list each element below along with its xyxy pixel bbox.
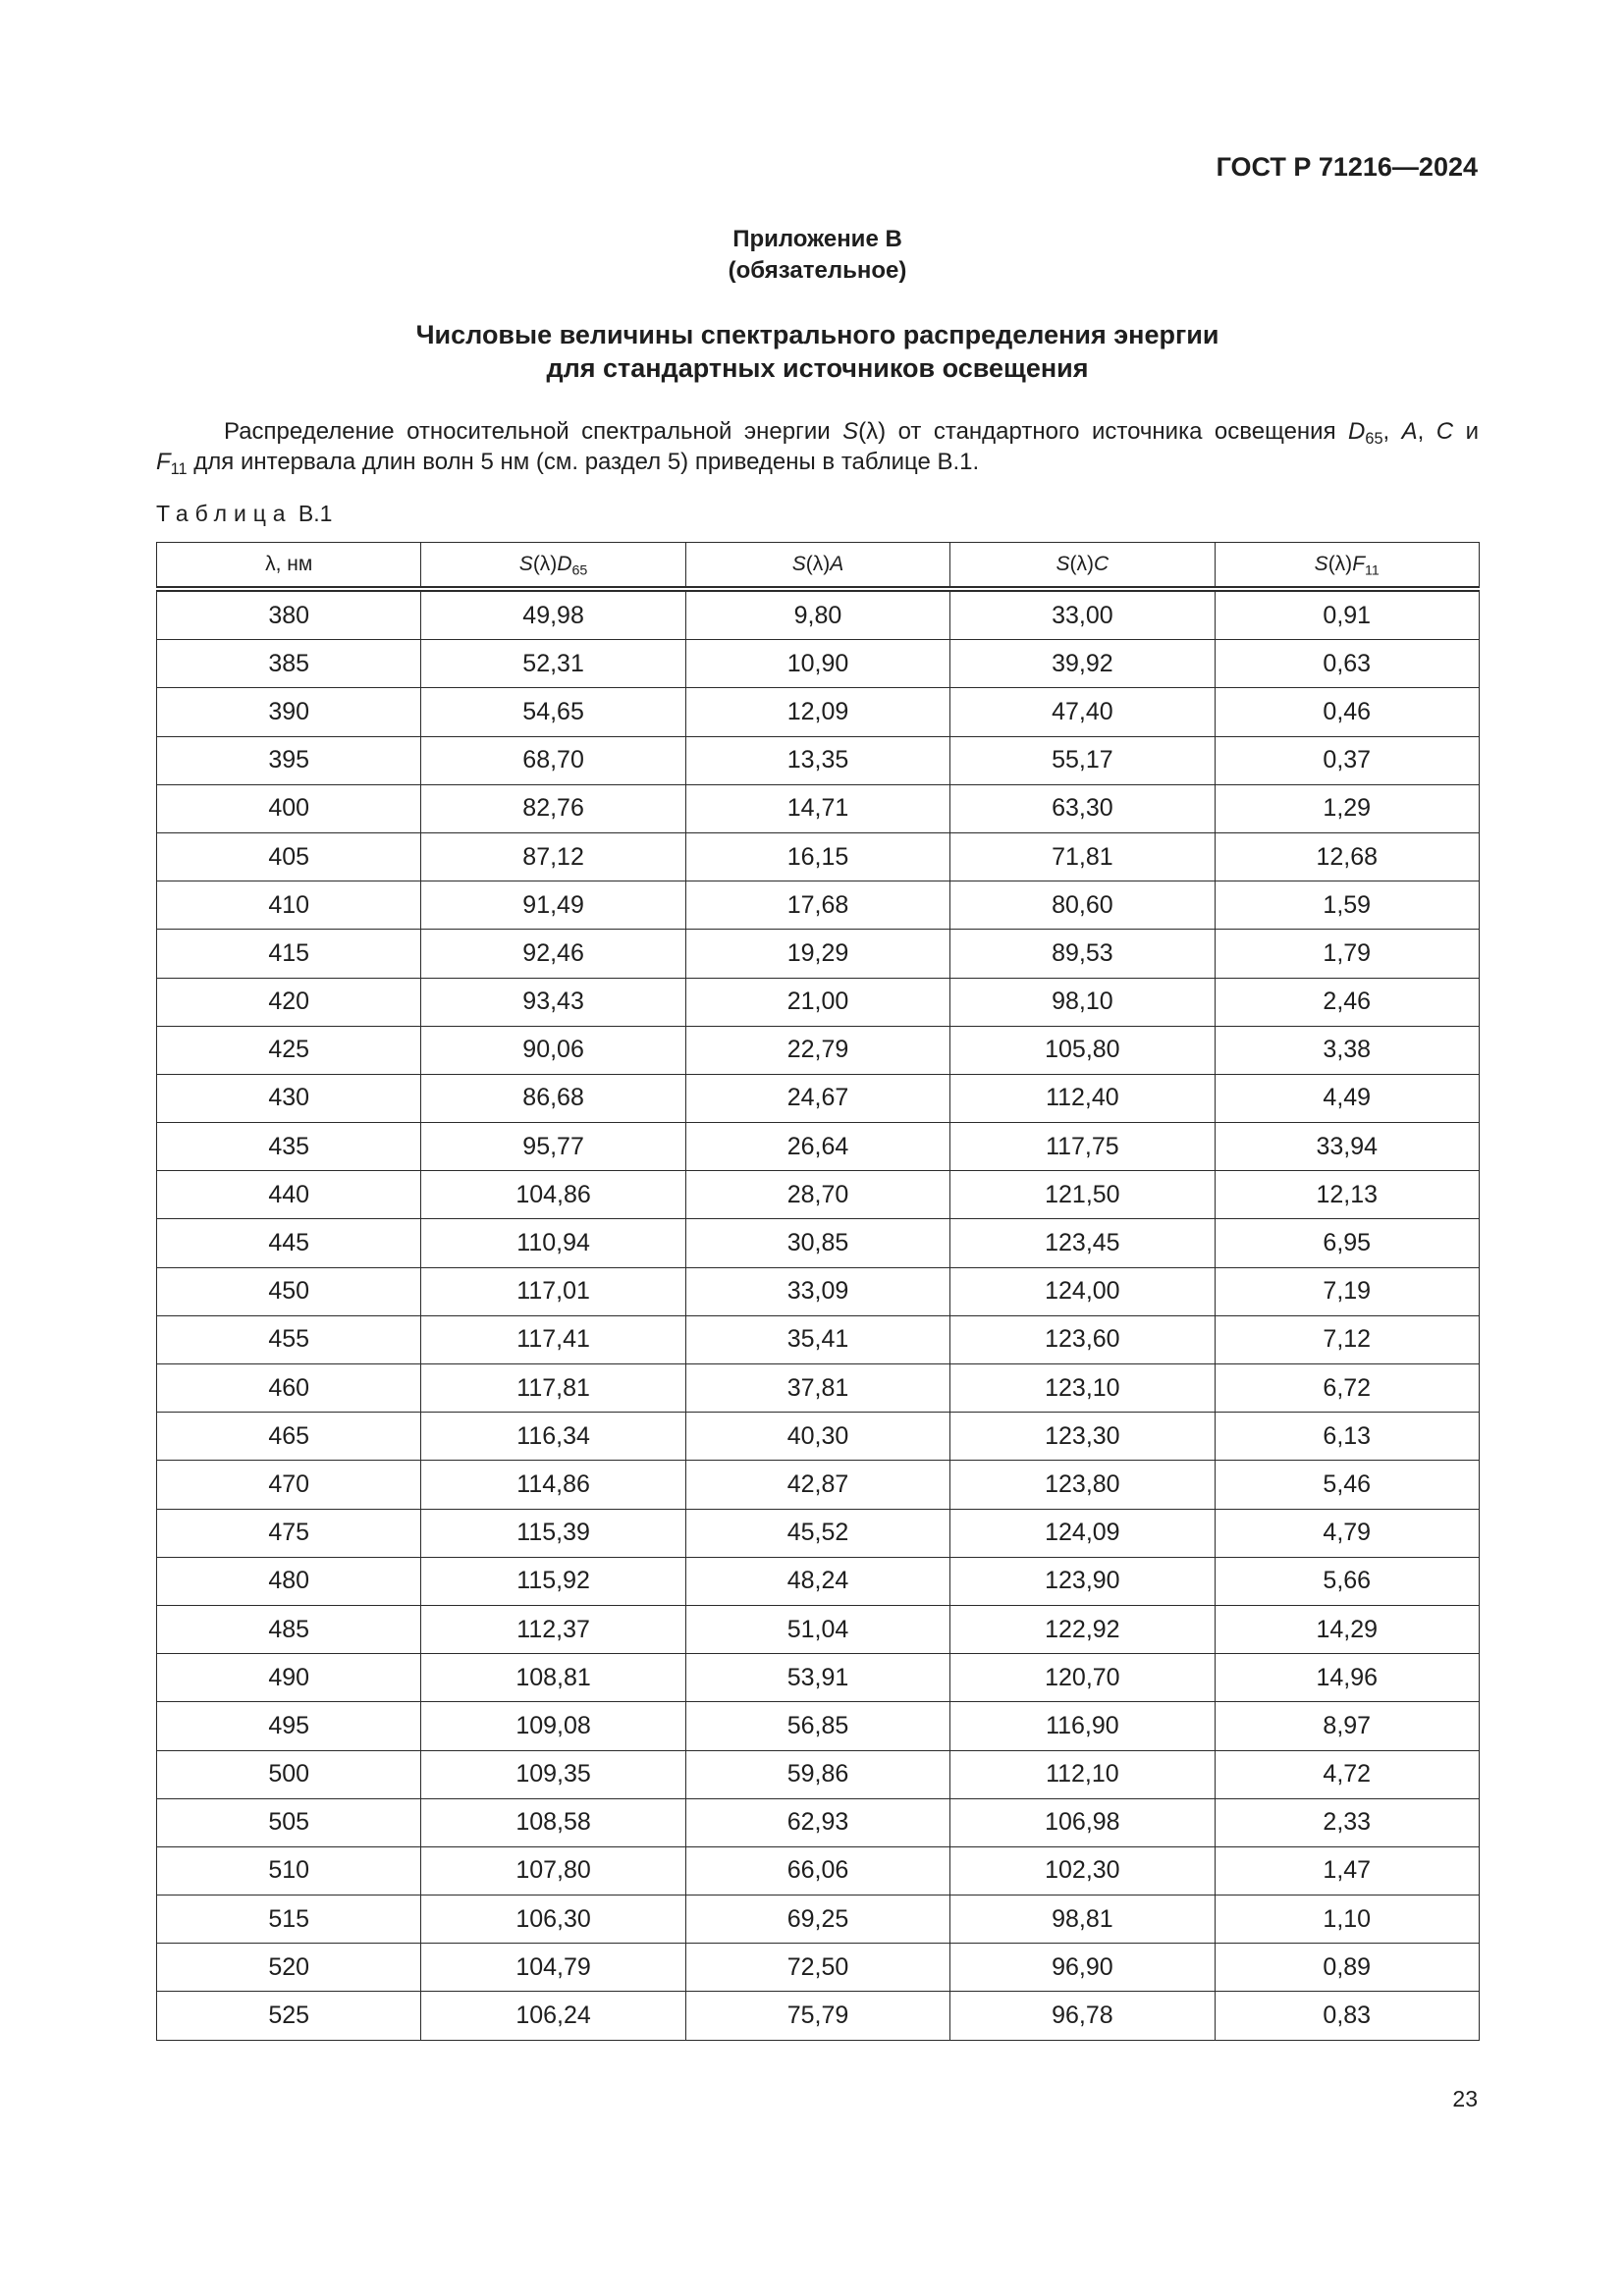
table-cell: 420 <box>157 978 421 1026</box>
table-cell: 395 <box>157 736 421 784</box>
italic-symbol: S <box>791 553 806 575</box>
table-row <box>157 1896 1480 1944</box>
table-cell: 22,79 <box>685 1026 949 1074</box>
table-cell: 525 <box>157 1992 421 2040</box>
italic-symbol: S <box>842 418 859 445</box>
text-segment: (λ) <box>1327 553 1353 575</box>
table-cell: 385 <box>157 640 421 688</box>
italic-symbol: S <box>518 553 533 575</box>
paragraph-line <box>156 416 1479 447</box>
table-cell: 124,00 <box>950 1267 1215 1315</box>
table-caption <box>156 498 332 529</box>
table-cell: 8,97 <box>1215 1702 1479 1750</box>
table-row <box>157 832 1480 881</box>
table-cell: 55,17 <box>950 736 1215 784</box>
table-cell: 7,19 <box>1215 1267 1479 1315</box>
table-cell: 82,76 <box>421 784 685 832</box>
table-row <box>157 881 1480 930</box>
column-header-d65 <box>421 543 685 590</box>
table-cell: 117,75 <box>950 1123 1215 1171</box>
table-row <box>157 1315 1480 1363</box>
table-row <box>157 1413 1480 1461</box>
table-row <box>157 1702 1480 1750</box>
table-cell: 28,70 <box>685 1171 949 1219</box>
table-cell: 465 <box>157 1413 421 1461</box>
table-cell: 26,64 <box>685 1123 949 1171</box>
table-cell: 104,79 <box>421 1944 685 1992</box>
table-cell: 115,92 <box>421 1557 685 1605</box>
table-cell: 123,60 <box>950 1315 1215 1363</box>
table-row <box>157 1074 1480 1122</box>
table-cell: 400 <box>157 784 421 832</box>
table-row <box>157 1944 1480 1992</box>
italic-symbol: S <box>1314 553 1328 575</box>
table-cell: 1,79 <box>1215 930 1479 978</box>
table-cell: 33,09 <box>685 1267 949 1315</box>
table-cell: 4,72 <box>1215 1750 1479 1798</box>
table-cell: 109,35 <box>421 1750 685 1798</box>
table-cell: 123,45 <box>950 1219 1215 1267</box>
column-header-wavelength <box>157 543 421 590</box>
appendix-header <box>156 224 1479 287</box>
table-cell: 56,85 <box>685 1702 949 1750</box>
table-body <box>157 589 1480 2040</box>
table-cell: 98,81 <box>950 1896 1215 1944</box>
table-cell: 102,30 <box>950 1846 1215 1895</box>
table-cell: 5,66 <box>1215 1557 1479 1605</box>
table-cell: 9,80 <box>685 589 949 640</box>
table-cell: 21,00 <box>685 978 949 1026</box>
table-cell: 120,70 <box>950 1654 1215 1702</box>
text-segment: для интервала длин волн 5 нм (см. раздел 5) приведены в таблице В.1. <box>187 449 980 475</box>
table-cell: 480 <box>157 1557 421 1605</box>
table-cell: 39,92 <box>950 640 1215 688</box>
table-cell: 42,87 <box>685 1461 949 1509</box>
table-cell: 104,86 <box>421 1171 685 1219</box>
table-cell: 1,10 <box>1215 1896 1479 1944</box>
table-cell: 116,90 <box>950 1702 1215 1750</box>
table-cell: 30,85 <box>685 1219 949 1267</box>
table-cell: 105,80 <box>950 1026 1215 1074</box>
section-heading-line: Числовые величины спектрального распределения энергии <box>415 320 1219 349</box>
table-cell: 71,81 <box>950 832 1215 881</box>
table-cell: 0,46 <box>1215 688 1479 736</box>
table-cell: 96,90 <box>950 1944 1215 1992</box>
italic-symbol: F <box>156 449 171 475</box>
table-cell: 490 <box>157 1654 421 1702</box>
table-header-row <box>157 543 1480 590</box>
table-cell: 110,94 <box>421 1219 685 1267</box>
table-row <box>157 1461 1480 1509</box>
table-cell: 40,30 <box>685 1413 949 1461</box>
table-cell: 0,37 <box>1215 736 1479 784</box>
page-number: 23 <box>1452 2086 1478 2111</box>
table-cell: 390 <box>157 688 421 736</box>
table-head <box>157 543 1480 590</box>
table-cell: 80,60 <box>950 881 1215 930</box>
text-segment: (λ) от стандартного источника освещения <box>858 418 1349 445</box>
table-cell: 121,50 <box>950 1171 1215 1219</box>
table-cell: 108,81 <box>421 1654 685 1702</box>
table-cell: 33,00 <box>950 589 1215 640</box>
table-cell: 415 <box>157 930 421 978</box>
table-cell: 48,24 <box>685 1557 949 1605</box>
column-header-f11 <box>1215 543 1479 590</box>
table-cell: 62,93 <box>685 1798 949 1846</box>
table-cell: 86,68 <box>421 1074 685 1122</box>
table-cell: 435 <box>157 1123 421 1171</box>
italic-symbol: D <box>1348 418 1366 445</box>
table-cell: 45,52 <box>685 1509 949 1557</box>
table-cell: 500 <box>157 1750 421 1798</box>
table-cell: 87,12 <box>421 832 685 881</box>
table-cell: 116,34 <box>421 1413 685 1461</box>
table-cell: 450 <box>157 1267 421 1315</box>
table-cell: 4,79 <box>1215 1509 1479 1557</box>
table-row <box>157 640 1480 688</box>
intro-paragraph <box>156 416 1479 477</box>
table-cell: 96,78 <box>950 1992 1215 2040</box>
table-cell: 1,29 <box>1215 784 1479 832</box>
table-cell: 115,39 <box>421 1509 685 1557</box>
table-row <box>157 1123 1480 1171</box>
paragraph-line <box>156 447 1479 477</box>
table-row <box>157 1026 1480 1074</box>
column-header-c <box>950 543 1215 590</box>
table-cell: 10,90 <box>685 640 949 688</box>
table-cell: 495 <box>157 1702 421 1750</box>
table-cell: 5,46 <box>1215 1461 1479 1509</box>
table-cell: 123,30 <box>950 1413 1215 1461</box>
table-cell: 123,80 <box>950 1461 1215 1509</box>
table-cell: 440 <box>157 1171 421 1219</box>
table-cell: 1,59 <box>1215 881 1479 930</box>
table-cell: 98,10 <box>950 978 1215 1026</box>
table-caption-label: Таблица <box>156 501 293 526</box>
table-cell: 90,06 <box>421 1026 685 1074</box>
table-row <box>157 784 1480 832</box>
table-row <box>157 736 1480 784</box>
table-cell: 112,40 <box>950 1074 1215 1122</box>
table-cell: 49,98 <box>421 589 685 640</box>
table-cell: 460 <box>157 1364 421 1413</box>
table-caption-number: В.1 <box>298 501 333 526</box>
table-cell: 91,49 <box>421 881 685 930</box>
table-row <box>157 1267 1480 1315</box>
subscript: 65 <box>1365 430 1383 449</box>
table-cell: 122,92 <box>950 1605 1215 1653</box>
table-cell: 112,10 <box>950 1750 1215 1798</box>
table-cell: 33,94 <box>1215 1123 1479 1171</box>
table-cell: 430 <box>157 1074 421 1122</box>
table-cell: 13,35 <box>685 736 949 784</box>
table-cell: 0,89 <box>1215 1944 1479 1992</box>
table-cell: 14,96 <box>1215 1654 1479 1702</box>
table-cell: 0,63 <box>1215 640 1479 688</box>
table-cell: 515 <box>157 1896 421 1944</box>
table-row <box>157 1219 1480 1267</box>
table-cell: 505 <box>157 1798 421 1846</box>
table-cell: 12,13 <box>1215 1171 1479 1219</box>
italic-symbol: A <box>830 553 844 575</box>
table-cell: 92,46 <box>421 930 685 978</box>
italic-symbol: F <box>1352 553 1366 575</box>
text-segment: (λ) <box>805 553 831 575</box>
table-row <box>157 1846 1480 1895</box>
italic-symbol: C <box>1094 553 1110 575</box>
table-cell: 1,47 <box>1215 1846 1479 1895</box>
table-cell: 69,25 <box>685 1896 949 1944</box>
table-cell: 510 <box>157 1846 421 1895</box>
table-row <box>157 1364 1480 1413</box>
appendix-status: (обязательное) <box>728 257 907 284</box>
text-segment: , <box>1382 418 1402 445</box>
table-cell: 54,65 <box>421 688 685 736</box>
table-cell: 107,80 <box>421 1846 685 1895</box>
table-row <box>157 1750 1480 1798</box>
table-cell: 425 <box>157 1026 421 1074</box>
table-cell: 117,01 <box>421 1267 685 1315</box>
table-cell: 124,09 <box>950 1509 1215 1557</box>
spectral-distribution-table <box>156 542 1480 2041</box>
subscript: 11 <box>1365 562 1380 579</box>
table-cell: 68,70 <box>421 736 685 784</box>
section-heading <box>156 318 1479 385</box>
italic-symbol: C <box>1435 418 1454 445</box>
subscript: 65 <box>571 562 588 579</box>
table-cell: 0,91 <box>1215 589 1479 640</box>
table-row <box>157 688 1480 736</box>
table-cell: 3,38 <box>1215 1026 1479 1074</box>
text-segment: λ, нм <box>265 553 313 575</box>
table-cell: 17,68 <box>685 881 949 930</box>
table-cell: 6,13 <box>1215 1413 1479 1461</box>
table-row <box>157 1557 1480 1605</box>
table-cell: 520 <box>157 1944 421 1992</box>
table-cell: 93,43 <box>421 978 685 1026</box>
italic-symbol: S <box>1056 553 1070 575</box>
table-cell: 2,33 <box>1215 1798 1479 1846</box>
table-cell: 470 <box>157 1461 421 1509</box>
table-cell: 16,15 <box>685 832 949 881</box>
table-cell: 117,41 <box>421 1315 685 1363</box>
table-cell: 2,46 <box>1215 978 1479 1026</box>
table-cell: 7,12 <box>1215 1315 1479 1363</box>
table-cell: 14,29 <box>1215 1605 1479 1653</box>
table-cell: 106,30 <box>421 1896 685 1944</box>
table-cell: 117,81 <box>421 1364 685 1413</box>
text-segment: и <box>1453 418 1479 445</box>
table-cell: 485 <box>157 1605 421 1653</box>
table-cell: 37,81 <box>685 1364 949 1413</box>
table-cell: 89,53 <box>950 930 1215 978</box>
italic-symbol: D <box>557 553 572 575</box>
table-cell: 66,06 <box>685 1846 949 1895</box>
table-row <box>157 978 1480 1026</box>
text-segment: Распределение относительной спектральной энергии <box>224 418 843 445</box>
italic-symbol: A <box>1401 418 1418 445</box>
table-cell: 75,79 <box>685 1992 949 2040</box>
table-cell: 95,77 <box>421 1123 685 1171</box>
table-cell: 4,49 <box>1215 1074 1479 1122</box>
table-cell: 445 <box>157 1219 421 1267</box>
table-row <box>157 1992 1480 2040</box>
table-row <box>157 589 1480 640</box>
table-row <box>157 930 1480 978</box>
document-code: ГОСТ Р 71216—2024 <box>1216 152 1478 182</box>
appendix-title: Приложение В <box>732 226 902 252</box>
table-row <box>157 1605 1480 1653</box>
table-cell: 109,08 <box>421 1702 685 1750</box>
table-cell: 380 <box>157 589 421 640</box>
table-row <box>157 1798 1480 1846</box>
text-segment: (λ) <box>532 553 558 575</box>
table-cell: 12,09 <box>685 688 949 736</box>
table-cell: 108,58 <box>421 1798 685 1846</box>
table-row <box>157 1171 1480 1219</box>
table-cell: 106,24 <box>421 1992 685 2040</box>
table-cell: 19,29 <box>685 930 949 978</box>
table-cell: 114,86 <box>421 1461 685 1509</box>
table-cell: 0,83 <box>1215 1992 1479 2040</box>
table-cell: 6,95 <box>1215 1219 1479 1267</box>
table-cell: 47,40 <box>950 688 1215 736</box>
table-cell: 51,04 <box>685 1605 949 1653</box>
table-cell: 63,30 <box>950 784 1215 832</box>
table-cell: 53,91 <box>685 1654 949 1702</box>
table-cell: 12,68 <box>1215 832 1479 881</box>
section-heading-line: для стандартных источников освещения <box>546 353 1089 383</box>
text-segment: (λ) <box>1069 553 1095 575</box>
spectral-table-container <box>156 542 1479 2041</box>
table-cell: 405 <box>157 832 421 881</box>
table-cell: 6,72 <box>1215 1364 1479 1413</box>
table-cell: 455 <box>157 1315 421 1363</box>
table-cell: 123,90 <box>950 1557 1215 1605</box>
subscript: 11 <box>170 460 188 479</box>
table-cell: 475 <box>157 1509 421 1557</box>
table-cell: 52,31 <box>421 640 685 688</box>
table-row <box>157 1509 1480 1557</box>
table-cell: 24,67 <box>685 1074 949 1122</box>
table-cell: 123,10 <box>950 1364 1215 1413</box>
column-header-a <box>685 543 949 590</box>
table-cell: 59,86 <box>685 1750 949 1798</box>
table-cell: 35,41 <box>685 1315 949 1363</box>
table-cell: 72,50 <box>685 1944 949 1992</box>
table-row <box>157 1654 1480 1702</box>
table-cell: 410 <box>157 881 421 930</box>
table-cell: 112,37 <box>421 1605 685 1653</box>
table-cell: 14,71 <box>685 784 949 832</box>
text-segment: , <box>1417 418 1436 445</box>
table-cell: 106,98 <box>950 1798 1215 1846</box>
